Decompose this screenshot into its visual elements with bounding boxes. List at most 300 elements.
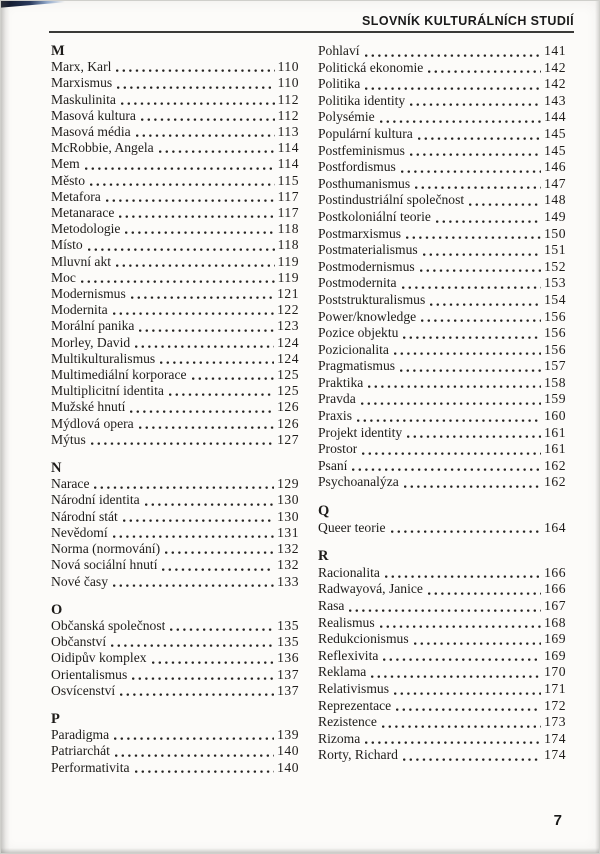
- entry-page: 152: [544, 258, 566, 274]
- index-entry: [51, 189, 299, 205]
- index-entry: [318, 408, 566, 425]
- entry-page: 112: [277, 107, 299, 123]
- index-entry: [51, 237, 299, 253]
- index-entry: [51, 335, 299, 351]
- entry-term: Pragmatismus: [318, 358, 396, 374]
- dot-leader: [415, 186, 541, 189]
- index-entry: [318, 747, 566, 764]
- entry-term: Poststrukturalismus: [318, 291, 426, 307]
- dot-leader: [368, 385, 541, 388]
- entry-page: 166: [544, 564, 566, 580]
- index-entry: [51, 59, 299, 75]
- index-entry: [51, 156, 299, 172]
- dot-leader: [420, 269, 541, 272]
- index-columns: [1, 33, 599, 776]
- entry-term: Morální panika: [51, 318, 135, 334]
- entry-term: Psaní: [318, 457, 348, 473]
- dot-leader: [365, 54, 542, 57]
- dot-leader: [111, 644, 274, 647]
- entry-term: Město: [51, 172, 85, 188]
- index-section: [318, 43, 566, 491]
- index-entry: [51, 92, 299, 108]
- index-entry: [51, 205, 299, 221]
- entry-page: 117: [277, 205, 299, 221]
- dot-leader: [119, 215, 274, 218]
- dot-leader: [132, 677, 274, 680]
- index-entry: [318, 664, 566, 681]
- index-entry: [318, 615, 566, 632]
- entry-term: Maskulinita: [51, 91, 116, 107]
- entry-page: 172: [544, 697, 566, 713]
- index-entry: [318, 425, 566, 442]
- entry-page: 124: [277, 334, 299, 350]
- entry-term: Rezistence: [318, 714, 377, 730]
- index-entry: [318, 598, 566, 615]
- entry-term: Masová kultura: [51, 107, 136, 123]
- entry-term: Nevědomí: [51, 524, 108, 540]
- entry-page: 146: [544, 159, 566, 175]
- index-entry: [318, 565, 566, 582]
- entry-page: 162: [544, 457, 566, 473]
- entry-term: Oidipův komplex: [51, 650, 147, 666]
- index-entry: [51, 525, 299, 541]
- entry-term: Masová média: [51, 124, 131, 140]
- index-entry: [51, 351, 299, 367]
- section-letter: N: [51, 460, 62, 477]
- index-entry: [51, 399, 299, 415]
- index-entry: [51, 124, 299, 140]
- entry-term: Národní identita: [51, 492, 140, 508]
- index-entry: [318, 474, 566, 491]
- index-entry: [318, 176, 566, 193]
- entry-term: Politika: [318, 76, 361, 92]
- index-entry: [51, 727, 299, 743]
- dot-leader: [117, 86, 274, 89]
- entry-term: Marx, Karl: [51, 59, 112, 75]
- dot-leader: [430, 303, 541, 306]
- entry-page: 130: [277, 492, 299, 508]
- entry-term: Redukcionismus: [318, 631, 409, 647]
- entry-term: Norma (normování): [51, 541, 161, 557]
- entry-page: 126: [277, 415, 299, 431]
- index-entry: [318, 391, 566, 408]
- dot-leader: [436, 220, 541, 223]
- entry-page: 130: [277, 508, 299, 524]
- entry-term: Postmaterialismus: [318, 242, 418, 258]
- dot-leader: [125, 231, 274, 234]
- entry-page: 118: [277, 221, 299, 237]
- dot-leader: [88, 248, 275, 251]
- entry-page: 169: [544, 647, 566, 663]
- entry-page: 143: [544, 92, 566, 108]
- entry-page: 132: [277, 557, 299, 573]
- dot-leader: [116, 69, 274, 72]
- entry-term: Performativita: [51, 759, 130, 775]
- entry-page: 156: [544, 341, 566, 357]
- entry-page: 136: [277, 650, 299, 666]
- index-entry: [318, 143, 566, 160]
- dot-leader: [406, 236, 541, 239]
- entry-page: 126: [277, 399, 299, 415]
- index-entry: [51, 509, 299, 525]
- entry-page: 135: [277, 634, 299, 650]
- entry-term: Radwayová, Janice: [318, 581, 423, 597]
- entry-page: 156: [544, 325, 566, 341]
- dot-leader: [383, 658, 541, 661]
- dot-leader: [410, 153, 541, 156]
- entry-term: Modernita: [51, 302, 108, 318]
- entry-page: 174: [544, 730, 566, 746]
- dot-leader: [162, 568, 274, 571]
- index-entry: [51, 634, 299, 650]
- entry-term: Polysémie: [318, 109, 375, 125]
- entry-term: Mýdlová opera: [51, 415, 134, 431]
- dot-leader: [469, 203, 541, 206]
- entry-term: Postfordismus: [318, 159, 396, 175]
- entry-page: 142: [544, 76, 566, 92]
- entry-page: 171: [544, 680, 566, 696]
- entry-term: Rizoma: [318, 730, 361, 746]
- dot-leader: [407, 435, 541, 438]
- entry-term: Nová sociální hnutí: [51, 557, 158, 573]
- dot-leader: [152, 661, 275, 664]
- entry-page: 125: [277, 383, 299, 399]
- entry-term: Metafora: [51, 188, 101, 204]
- entry-page: 159: [544, 391, 566, 407]
- dot-leader: [421, 319, 541, 322]
- entry-term: Národní stát: [51, 508, 118, 524]
- entry-term: Racionalita: [318, 564, 380, 580]
- entry-term: Metodologie: [51, 221, 121, 237]
- entry-term: Relativismus: [318, 680, 389, 696]
- entry-term: Psychoanalýza: [318, 474, 399, 490]
- index-entry: [51, 743, 299, 759]
- dot-leader: [418, 137, 541, 140]
- entry-term: Rorty, Richard: [318, 747, 398, 763]
- dot-leader: [410, 103, 541, 106]
- dot-leader: [121, 102, 275, 105]
- dot-leader: [394, 352, 541, 355]
- entry-term: Queer teorie: [318, 519, 386, 535]
- entry-page: 150: [544, 225, 566, 241]
- index-entry: [318, 292, 566, 309]
- running-header-title: SLOVNÍK KULTURÁLNÍCH STUDIÍ: [362, 14, 574, 28]
- index-entry: [318, 358, 566, 375]
- dot-leader: [135, 770, 275, 773]
- index-entry: [51, 416, 299, 432]
- entry-term: Pravda: [318, 391, 356, 407]
- dot-leader: [402, 286, 542, 289]
- entry-term: Politika identity: [318, 92, 406, 108]
- entry-term: Multiplicitní identita: [51, 383, 164, 399]
- entry-term: Pozicionalita: [318, 341, 389, 357]
- entry-term: Reprezentace: [318, 697, 392, 713]
- index-entry: [51, 75, 299, 91]
- entry-page: 110: [277, 59, 299, 75]
- entry-term: Multikulturalismus: [51, 350, 156, 366]
- index-section: [318, 503, 566, 536]
- dot-leader: [94, 486, 274, 489]
- entry-page: 161: [544, 441, 566, 457]
- entry-page: 145: [544, 142, 566, 158]
- entry-term: Postkoloniální teorie: [318, 208, 431, 224]
- index-column-left: [51, 43, 299, 776]
- page-number: 7: [553, 812, 562, 829]
- dot-leader: [400, 369, 541, 372]
- entry-page: 173: [544, 714, 566, 730]
- index-entry: [51, 557, 299, 573]
- entry-page: 169: [544, 631, 566, 647]
- entry-page: 164: [544, 519, 566, 535]
- index-section: [318, 548, 566, 764]
- entry-term: Postfeminismus: [318, 142, 405, 158]
- index-section: [51, 602, 299, 699]
- dot-leader: [380, 120, 541, 123]
- dot-leader: [113, 584, 274, 587]
- entry-term: Moc: [51, 269, 76, 285]
- dot-leader: [113, 535, 274, 538]
- dot-leader: [170, 628, 274, 631]
- entry-page: 139: [277, 727, 299, 743]
- entry-page: 127: [277, 431, 299, 447]
- dot-leader: [165, 551, 274, 554]
- dot-leader: [423, 253, 541, 256]
- dot-leader: [365, 741, 541, 744]
- entry-page: 154: [544, 291, 566, 307]
- dot-leader: [403, 336, 541, 339]
- entry-page: 135: [277, 617, 299, 633]
- dot-leader: [90, 183, 275, 186]
- index-section: [51, 711, 299, 776]
- dot-leader: [91, 442, 274, 445]
- index-entry: [51, 432, 299, 448]
- entry-page: 122: [277, 302, 299, 318]
- index-entry: [51, 760, 299, 776]
- index-entry: [51, 618, 299, 634]
- dot-leader: [380, 625, 541, 628]
- entry-page: 118: [277, 237, 299, 253]
- dot-leader: [361, 402, 541, 405]
- dot-leader: [428, 592, 541, 595]
- index-entry: [318, 242, 566, 259]
- dot-leader: [428, 70, 541, 73]
- entry-page: 153: [544, 275, 566, 291]
- index-entry: [318, 375, 566, 392]
- index-entry: [318, 342, 566, 359]
- index-entry: [51, 173, 299, 189]
- entry-page: 123: [277, 318, 299, 334]
- entry-term: Populární kultura: [318, 125, 413, 141]
- entry-term: Morley, David: [51, 334, 131, 350]
- entry-page: 166: [544, 581, 566, 597]
- entry-term: Postmodernismus: [318, 258, 415, 274]
- section-letter: M: [51, 43, 65, 59]
- index-entry: [51, 574, 299, 590]
- dot-leader: [365, 87, 541, 90]
- section-letter: Q: [318, 503, 330, 520]
- entry-term: Mluvní akt: [51, 253, 112, 269]
- entry-term: Občanství: [51, 634, 107, 650]
- entry-term: Reklama: [318, 664, 367, 680]
- entry-page: 121: [277, 286, 299, 302]
- index-entry: [318, 631, 566, 648]
- index-entry: [318, 159, 566, 176]
- index-entry: [318, 581, 566, 598]
- dot-leader: [371, 675, 541, 678]
- index-entry: [318, 731, 566, 748]
- index-entry: [318, 93, 566, 110]
- index-entry: [318, 192, 566, 209]
- entry-page: 158: [544, 374, 566, 390]
- dot-leader: [159, 150, 275, 153]
- entry-term: Mýtus: [51, 431, 86, 447]
- dot-leader: [404, 485, 541, 488]
- entry-term: Prostor: [318, 441, 358, 457]
- index-entry: [51, 302, 299, 318]
- entry-page: 142: [544, 59, 566, 75]
- dot-leader: [401, 170, 541, 173]
- entry-term: Patriarchát: [51, 743, 110, 759]
- entry-page: 115: [277, 172, 299, 188]
- entry-page: 157: [544, 358, 566, 374]
- dot-leader: [106, 199, 275, 202]
- index-entry: [51, 318, 299, 334]
- entry-term: Praktika: [318, 374, 364, 390]
- index-entry: [318, 43, 566, 60]
- entry-page: 137: [277, 666, 299, 682]
- entry-page: 170: [544, 664, 566, 680]
- dot-leader: [113, 312, 274, 315]
- index-entry: [51, 270, 299, 286]
- entry-page: 140: [277, 759, 299, 775]
- entry-term: Politická ekonomie: [318, 59, 424, 75]
- entry-term: Postmarxismus: [318, 225, 402, 241]
- dot-leader: [403, 758, 541, 761]
- dot-leader: [160, 361, 274, 364]
- dot-leader: [120, 693, 274, 696]
- entry-term: Rasa: [318, 598, 345, 613]
- entry-page: 114: [277, 140, 299, 156]
- entry-page: 174: [544, 747, 566, 763]
- dot-leader: [123, 519, 274, 522]
- dot-leader: [385, 575, 541, 578]
- entry-page: 149: [544, 208, 566, 224]
- index-section: [51, 460, 299, 590]
- page-edge-bottom: [1, 848, 599, 853]
- index-entry: [318, 698, 566, 715]
- index-entry: [51, 254, 299, 270]
- index-entry: [318, 458, 566, 475]
- dot-leader: [349, 609, 541, 612]
- index-entry: [318, 714, 566, 731]
- dot-leader: [382, 725, 541, 728]
- dot-leader: [115, 754, 274, 757]
- dot-leader: [135, 345, 274, 348]
- dot-leader: [136, 134, 275, 137]
- entry-page: 141: [544, 43, 566, 58]
- index-entry: [318, 60, 566, 77]
- entry-term: Projekt identity: [318, 424, 403, 440]
- entry-page: 124: [277, 350, 299, 366]
- entry-term: McRobbie, Angela: [51, 140, 154, 156]
- entry-term: Pozice objektu: [318, 325, 399, 341]
- dot-leader: [85, 167, 275, 170]
- index-entry: [318, 309, 566, 326]
- index-entry: [318, 681, 566, 698]
- entry-page: 144: [544, 109, 566, 125]
- entry-page: 113: [277, 124, 299, 140]
- dot-leader: [394, 692, 541, 695]
- entry-term: Orientalismus: [51, 666, 128, 682]
- dot-leader: [352, 468, 541, 471]
- entry-page: 160: [544, 408, 566, 424]
- index-section: [51, 43, 299, 448]
- index-entry: [318, 648, 566, 665]
- dot-leader: [145, 503, 274, 506]
- dot-leader: [139, 329, 274, 332]
- entry-term: Reflexivita: [318, 647, 379, 663]
- entry-page: 133: [277, 573, 299, 589]
- section-letter: O: [51, 601, 63, 618]
- dot-leader: [131, 296, 274, 299]
- entry-term: Narace: [51, 476, 90, 492]
- dot-leader: [139, 426, 274, 429]
- index-entry: [318, 441, 566, 458]
- index-entry: [318, 259, 566, 276]
- index-entry: [318, 325, 566, 342]
- entry-term: Modernismus: [51, 286, 126, 302]
- index-entry: [318, 76, 566, 93]
- index-column-right: [318, 43, 566, 776]
- dot-leader: [362, 452, 541, 455]
- dot-leader: [116, 264, 275, 267]
- entry-page: 148: [544, 192, 566, 208]
- dot-leader: [114, 737, 274, 740]
- entry-term: Power/knowledge: [318, 308, 417, 324]
- dot-leader: [169, 393, 274, 396]
- entry-term: Realismus: [318, 614, 375, 630]
- index-entry: [51, 383, 299, 399]
- entry-page: 110: [277, 75, 299, 91]
- entry-page: 140: [277, 743, 299, 759]
- dot-leader: [81, 280, 275, 283]
- dot-leader: [391, 530, 542, 533]
- dot-leader: [396, 708, 541, 711]
- index-entry: [51, 108, 299, 124]
- entry-term: Mužské hnutí: [51, 399, 126, 415]
- index-entry: [51, 140, 299, 156]
- entry-term: Multimediální korporace: [51, 367, 187, 383]
- index-entry: [51, 492, 299, 508]
- index-entry: [318, 209, 566, 226]
- entry-term: Nové časy: [51, 573, 108, 589]
- entry-page: 119: [277, 253, 299, 269]
- entry-page: 125: [277, 367, 299, 383]
- index-entry: [318, 109, 566, 126]
- index-entry: [51, 476, 299, 492]
- entry-page: 137: [277, 682, 299, 698]
- entry-page: 168: [544, 614, 566, 630]
- index-entry: [318, 126, 566, 143]
- entry-term: Marxismus: [51, 75, 113, 91]
- dot-leader: [192, 377, 275, 380]
- entry-page: 129: [277, 476, 299, 492]
- entry-page: 112: [277, 91, 299, 107]
- entry-page: 167: [544, 598, 566, 613]
- index-entry: [51, 683, 299, 699]
- index-entry: [51, 667, 299, 683]
- entry-page: 131: [277, 524, 299, 540]
